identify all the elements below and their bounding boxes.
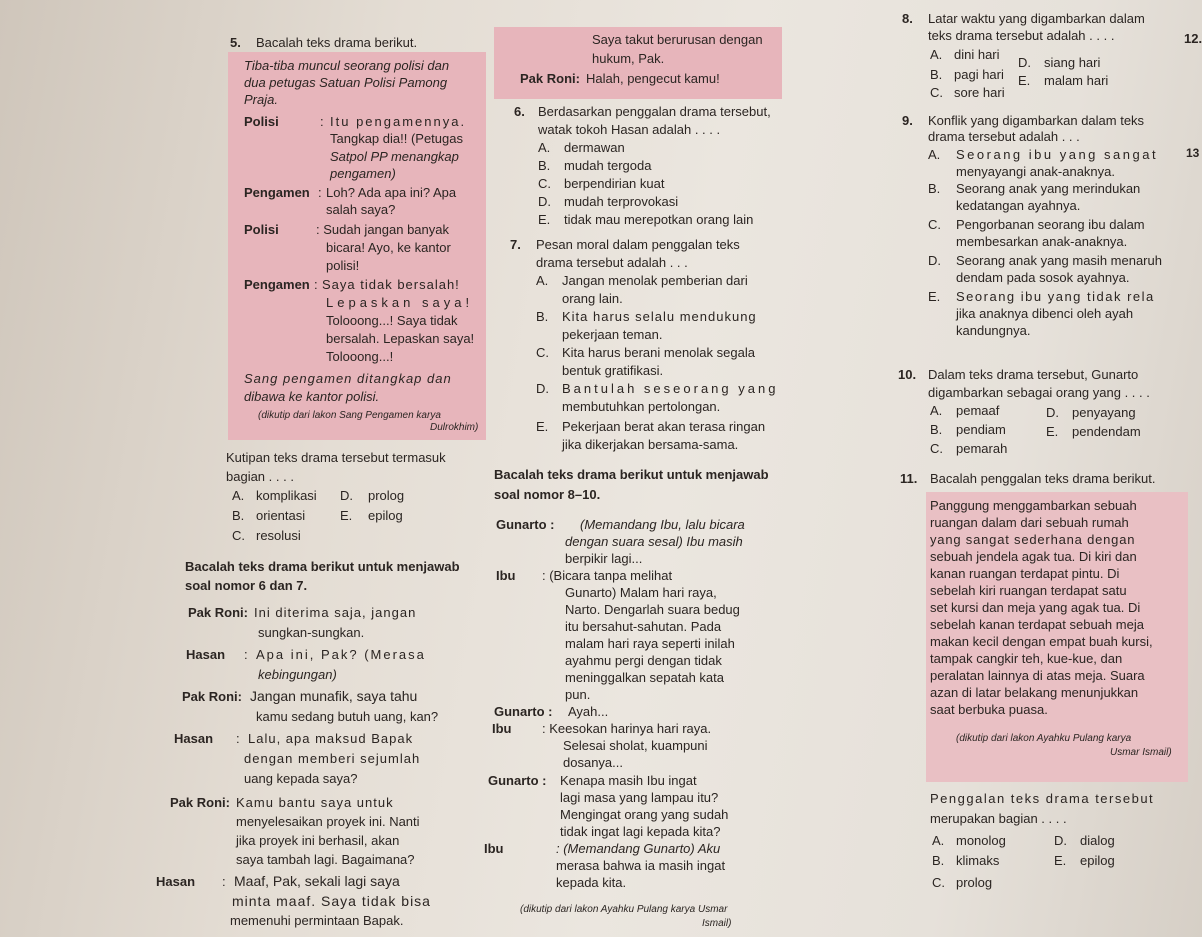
speaker-pakroni: Pak Roni:	[182, 689, 242, 704]
dialog-line: bicara! Ayo, ke kantor	[326, 240, 451, 255]
option-label: C.	[536, 345, 549, 360]
dialog-line: Itu pengamennya.	[330, 114, 467, 129]
passage-line: makan kecil dengan empat buah kursi,	[930, 634, 1153, 649]
q8-stem: Latar waktu yang digambarkan dalam	[928, 11, 1145, 26]
option-label: D.	[1054, 833, 1067, 848]
dialog-line: Ayah...	[568, 704, 609, 719]
dialog-line: Apa ini, Pak? (Merasa	[256, 647, 426, 662]
option-text: prolog	[368, 488, 405, 503]
dialog-line: : Sudah jangan banyak	[316, 222, 449, 237]
stage-direction: Sang pengamen ditangkap dan	[244, 371, 452, 386]
dialog-line: saya tambah lagi. Bagaimana?	[236, 852, 415, 867]
dialog-line: Mengingat orang yang sudah	[560, 807, 729, 822]
q10-stem: digambarkan sebagai orang yang . . . .	[928, 385, 1150, 400]
dialog-line: Halah, pengecut kamu!	[586, 71, 720, 86]
dialog-line: Maaf, Pak, sekali lagi saya	[234, 873, 400, 889]
speaker-hasan: Hasan	[156, 874, 196, 889]
option-text: sore hari	[954, 85, 1005, 100]
dialog-line: merasa bahwa ia masih ingat	[556, 858, 726, 873]
option-text: jika anaknya dibenci oleh ayah	[956, 306, 1134, 321]
option-label: A.	[932, 833, 945, 848]
option-label: C.	[930, 85, 943, 100]
option-text: pemarah	[956, 441, 1008, 456]
q6-stem: watak tokoh Hasan adalah . . . .	[538, 122, 721, 137]
speaker-pakroni: Pak Roni:	[170, 795, 230, 810]
option-label: C.	[232, 528, 245, 543]
dialog-line: pun.	[565, 687, 591, 702]
speaker-polisi: Polisi	[244, 222, 279, 237]
speaker-hasan: Hasan	[186, 647, 226, 662]
q6-stem: Berdasarkan penggalan drama tersebut,	[538, 104, 771, 119]
option-label: B.	[930, 422, 943, 437]
dialog-line: memenuhi permintaan Bapak.	[230, 913, 404, 928]
stage-direction: Tiba-tiba muncul seorang polisi dan	[244, 58, 450, 73]
dialog-line: polisi!	[326, 258, 360, 273]
passage-line: kanan ruangan terdapat pintu. Di	[930, 566, 1120, 581]
q5-stem: Bacalah teks drama berikut.	[256, 35, 418, 50]
q9-number: 9.	[902, 113, 913, 128]
option-label: D.	[928, 253, 941, 268]
option-text: mudah terprovokasi	[564, 194, 679, 209]
dialog-line: bersalah. Lepaskan saya!	[326, 331, 475, 346]
option-text: bentuk gratifikasi.	[562, 363, 664, 378]
speaker-polisi: Polisi	[244, 114, 279, 129]
option-label: E.	[1018, 73, 1031, 88]
q5-tail: bagian . . . .	[226, 469, 294, 484]
speaker-gunarto: Gunarto :	[494, 704, 553, 719]
dialog-line: Tangkap dia!! (Petugas	[330, 131, 463, 146]
option-label: C.	[538, 176, 551, 191]
option-text: mudah tergoda	[564, 158, 652, 173]
dialog-line: uang kepada saya?	[244, 771, 358, 786]
option-text: epilog	[368, 508, 403, 523]
option-label: E.	[1046, 424, 1059, 439]
option-text: dendam pada sosok ayahnya.	[956, 270, 1130, 285]
passage-line: saat berbuka puasa.	[930, 702, 1048, 717]
passage-line: sebuah jendela agak tua. Di kiri dan	[930, 549, 1137, 564]
dialog-line: sungkan-sungkan.	[258, 625, 365, 640]
option-label: B.	[232, 508, 245, 523]
option-label: E.	[1054, 853, 1067, 868]
option-text: dini hari	[954, 47, 1000, 62]
dialog-line: : (Memandang Gunarto) Aku	[556, 841, 721, 856]
dialog-line: Saya takut berurusan dengan	[592, 32, 763, 47]
dialog-line: lagi masa yang lampau itu?	[560, 790, 719, 805]
option-text: dermawan	[564, 140, 625, 155]
passage-line: ruangan dalam dari sebuah rumah	[930, 515, 1129, 530]
dialog-line: : (Bicara tanpa melihat	[542, 568, 673, 583]
dialog-line: Kamu bantu saya untuk	[236, 795, 394, 810]
option-label: A.	[930, 47, 943, 62]
option-text: pemaaf	[956, 403, 1000, 418]
passage-line: set kursi dan meja yang agak tua. Di	[930, 600, 1141, 615]
dialog-line: itu bersahut-sahutan. Pada	[565, 619, 722, 634]
dialog-line: hukum, Pak.	[592, 51, 665, 66]
dialog-line: (Memandang Ibu, lalu bicara	[580, 517, 745, 532]
option-text: menyayangi anak-anaknya.	[956, 164, 1115, 179]
q5-tail: Kutipan teks drama tersebut termasuk	[226, 450, 446, 465]
option-text: jika dikerjakan bersama-sama.	[562, 437, 739, 452]
option-text: tidak mau merepotkan orang lain	[564, 212, 754, 227]
option-text: klimaks	[956, 853, 1000, 868]
option-label: E.	[536, 419, 549, 434]
dialog-line: Saya tidak bersalah!	[322, 277, 460, 292]
option-label: E.	[340, 508, 353, 523]
passage-line: azan di latar belakang menunjukkan	[930, 685, 1139, 700]
q7-stem: Pesan moral dalam penggalan teks	[536, 237, 740, 252]
dialog-line: menyelesaikan proyek ini. Nanti	[236, 814, 420, 829]
dialog-line: Kenapa masih Ibu ingat	[560, 773, 697, 788]
dialog-line: minta maaf. Saya tidak bisa	[232, 893, 431, 909]
speaker-hasan: Hasan	[174, 731, 214, 746]
dialog-line: Gunarto) Malam hari raya,	[565, 585, 717, 600]
q9-stem: Konflik yang digambarkan dalam teks	[928, 113, 1145, 128]
dialog-line: Lalu, apa maksud Bapak	[248, 731, 414, 746]
dialog-line: : Keesokan harinya hari raya.	[542, 721, 712, 736]
option-text: kandungnya.	[956, 323, 1031, 338]
dialog-line: kamu sedang butuh uang, kan?	[256, 709, 439, 724]
stage-direction: Praja.	[244, 92, 278, 107]
option-label: A.	[536, 273, 549, 288]
instruction: Bacalah teks drama berikut untuk menjawab	[185, 559, 460, 574]
option-text: Kita harus selalu mendukung	[562, 309, 757, 324]
dialog-line: berpikir lagi...	[565, 551, 643, 566]
option-label: B.	[928, 181, 941, 196]
option-text: dialog	[1080, 833, 1115, 848]
colon: :	[222, 874, 226, 889]
option-text: pagi hari	[954, 67, 1004, 82]
option-text: Pengorbanan seorang ibu dalam	[956, 217, 1145, 232]
q5-number: 5.	[230, 35, 241, 50]
option-text: berpendirian kuat	[564, 176, 665, 191]
q10-number: 10.	[898, 367, 917, 382]
instruction: soal nomor 6 dan 7.	[185, 578, 308, 593]
option-label: D.	[1046, 405, 1059, 420]
option-text: komplikasi	[256, 488, 317, 503]
option-text: Kita harus berani menolak segala	[562, 345, 755, 360]
option-label: A.	[232, 488, 245, 503]
speaker-ibu: Ibu	[496, 568, 516, 583]
option-text: kedatangan ayahnya.	[956, 198, 1081, 213]
q12-number: 12.	[1184, 31, 1202, 46]
option-text: Pekerjaan berat akan terasa ringan	[562, 419, 766, 434]
q10-stem: Dalam teks drama tersebut, Gunarto	[928, 367, 1139, 382]
option-label: B.	[932, 853, 945, 868]
dialog-line: meninggalkan sepatah kata	[565, 670, 725, 685]
colon: :	[244, 647, 248, 662]
option-label: D.	[340, 488, 353, 503]
q6-number: 6.	[514, 104, 525, 119]
dialog-line: jika proyek ini berhasil, akan	[236, 833, 400, 848]
q7-number: 7.	[510, 237, 521, 252]
option-text: epilog	[1080, 853, 1115, 868]
dialog-line: ayahmu pergi dengan tidak	[565, 653, 722, 668]
dialog-line: Tolooong...! Saya tidak	[326, 313, 458, 328]
source-citation: Dulrokhim)	[430, 422, 479, 433]
passage-line: sebelah kanan terdapat sebuah meja	[930, 617, 1144, 632]
q7-stem: drama tersebut adalah . . .	[536, 255, 688, 270]
dialog-line: Loh? Ada apa ini? Apa	[326, 185, 457, 200]
q11-number: 11.	[900, 471, 918, 486]
option-text: pekerjaan teman.	[562, 327, 663, 342]
q11-stem2: merupakan bagian . . . .	[930, 811, 1067, 826]
passage-line: peralatan lainnya di atas meja. Suara	[930, 668, 1145, 683]
dialog-line: dengan suara sesal) Ibu masih	[565, 534, 743, 549]
option-label: E.	[928, 289, 941, 304]
option-text: siang hari	[1044, 55, 1101, 70]
option-text: Jangan menolak pemberian dari	[562, 273, 748, 288]
option-text: membutuhkan pertolongan.	[562, 399, 721, 414]
speaker-pengamen: Pengamen	[244, 185, 310, 200]
q13-number: 13	[1186, 146, 1200, 160]
option-text: membesarkan anak-anaknya.	[956, 234, 1128, 249]
dialog-line: Satpol PP menangkap	[330, 149, 459, 164]
option-text: resolusi	[256, 528, 301, 543]
passage-line: yang sangat sederhana dengan	[930, 532, 1136, 547]
passage-line: sebelah kiri ruangan terdapat satu	[930, 583, 1127, 598]
option-text: Seorang anak yang masih menaruh	[956, 253, 1162, 268]
option-label: B.	[930, 67, 943, 82]
instruction: Bacalah teks drama berikut untuk menjawab	[494, 467, 769, 482]
option-label: D.	[536, 381, 549, 396]
option-label: B.	[536, 309, 549, 324]
option-text: orang lain.	[562, 291, 623, 306]
dialog-line: kebingungan)	[258, 667, 337, 682]
q11-stem: Bacalah penggalan teks drama berikut.	[930, 471, 1156, 486]
option-label: B.	[538, 158, 551, 173]
q11-stem2: Penggalan teks drama tersebut	[930, 791, 1155, 806]
option-text: Seorang ibu yang tidak rela	[956, 289, 1155, 304]
dialog-line: Narto. Dengarlah suara bedug	[565, 602, 740, 617]
speaker-gunarto: Gunarto :	[496, 517, 555, 532]
option-text: pendiam	[956, 422, 1006, 437]
q9-stem: drama tersebut adalah . . .	[928, 129, 1080, 144]
option-text: pendendam	[1072, 424, 1141, 439]
source-citation: (dikutip dari lakon Ayahku Pulang karya Usmar	[520, 904, 728, 915]
option-text: Seorang ibu yang sangat	[956, 147, 1159, 162]
stage-direction: dua petugas Satuan Polisi Pamong	[244, 75, 448, 90]
dialog-line: Tolooong...!	[326, 349, 394, 364]
dialog-line: tidak ingat lagi kepada kita?	[560, 824, 721, 839]
dialog-line: dosanya...	[563, 755, 623, 770]
speaker-pakroni: Pak Roni:	[188, 605, 248, 620]
dialog-line: Selesai sholat, kuampuni	[563, 738, 708, 753]
option-text: monolog	[956, 833, 1006, 848]
q8-number: 8.	[902, 11, 913, 26]
option-text: orientasi	[256, 508, 306, 523]
option-text: penyayang	[1072, 405, 1136, 420]
dialog-line: Lepaskan saya!	[326, 295, 474, 310]
speaker-ibu: Ibu	[492, 721, 512, 736]
dialog-line: pengamen)	[330, 166, 396, 181]
dialog-line: malam hari raya seperti inilah	[565, 636, 735, 651]
option-label: A.	[928, 147, 941, 162]
option-label: A.	[930, 403, 943, 418]
source-citation: (dikutip dari lakon Ayahku Pulang karya	[956, 733, 1132, 744]
speaker-pakroni: Pak Roni:	[520, 71, 580, 86]
q8-stem: teks drama tersebut adalah . . . .	[928, 28, 1115, 43]
dialog-line: Jangan munafik, saya tahu	[250, 688, 418, 704]
option-label: D.	[538, 194, 551, 209]
speaker-gunarto: Gunarto :	[488, 773, 547, 788]
colon: :	[314, 277, 318, 292]
colon: :	[318, 185, 322, 200]
option-text: malam hari	[1044, 73, 1109, 88]
option-label: C.	[928, 217, 941, 232]
dialog-line: salah saya?	[326, 202, 396, 217]
option-text: prolog	[956, 875, 993, 890]
option-label: A.	[538, 140, 551, 155]
instruction: soal nomor 8–10.	[494, 487, 601, 502]
option-label: C.	[932, 875, 945, 890]
dialog-line: kepada kita.	[556, 875, 627, 890]
source-citation: (dikutip dari lakon Sang Pengamen karya	[258, 410, 441, 421]
speaker-pengamen: Pengamen	[244, 277, 310, 292]
option-text: Bantulah seseorang yang	[562, 381, 779, 396]
dialog-line: dengan memberi sejumlah	[244, 751, 421, 766]
stage-direction: dibawa ke kantor polisi.	[244, 389, 380, 404]
speaker-ibu: Ibu	[484, 841, 504, 856]
passage-line: Panggung menggambarkan sebuah	[930, 498, 1137, 513]
colon: :	[236, 731, 240, 746]
source-citation: Ismail)	[702, 918, 732, 929]
option-label: D.	[1018, 55, 1031, 70]
option-label: E.	[538, 212, 551, 227]
option-text: Seorang anak yang merindukan	[956, 181, 1141, 196]
passage-line: tampak cangkir teh, kue-kue, dan	[930, 651, 1123, 666]
dialog-line: Ini diterima saja, jangan	[254, 605, 417, 620]
source-citation: Usmar Ismail)	[1110, 747, 1172, 758]
option-label: C.	[930, 441, 943, 456]
colon: :	[320, 114, 324, 129]
